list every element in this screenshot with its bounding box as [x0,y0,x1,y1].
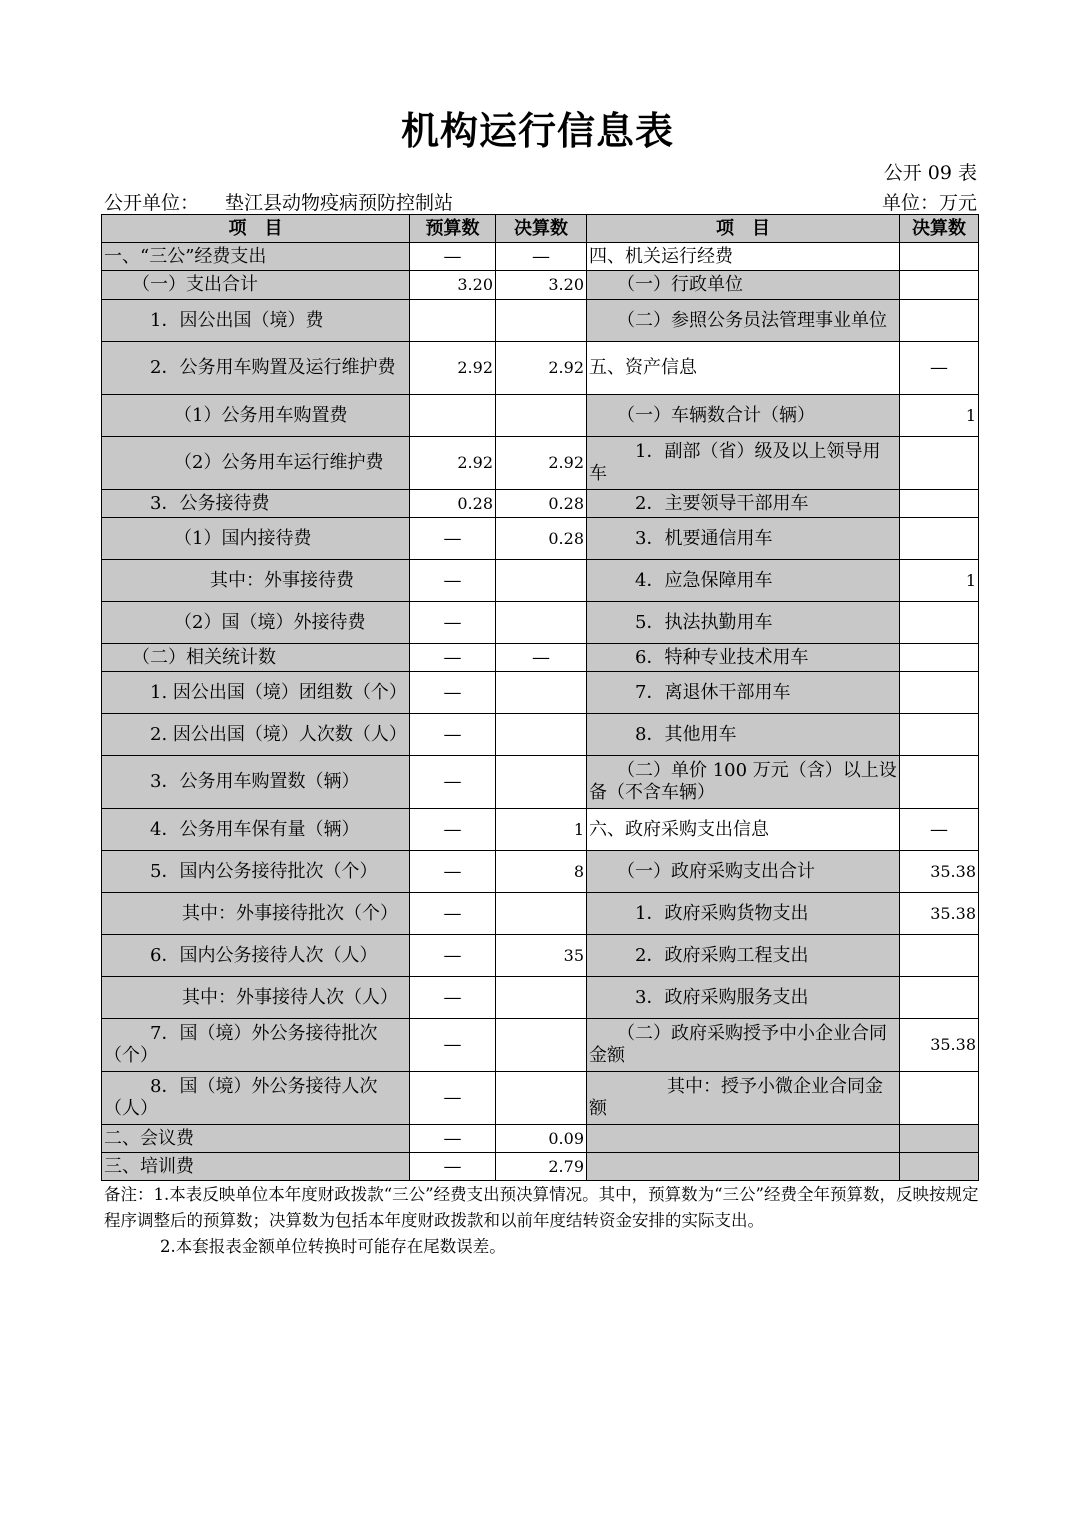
item-left-cell: 4．公务用车保有量（辆） [102,809,410,851]
final-left-cell: 0.09 [496,1125,587,1153]
item-right-cell: 5．执法执勤用车 [587,602,900,644]
item-right-cell [587,1153,900,1181]
item-right-cell: 3．机要通信用车 [587,518,900,560]
table-row [102,1072,979,1125]
final-left-cell: 35 [496,935,587,977]
table-row [102,271,979,300]
item-left-cell: （2）国（境）外接待费 [102,602,410,644]
footnote-2: 2.本套报表金额单位转换时可能存在尾数误差。 [160,1237,506,1256]
final-right-cell [900,977,979,1019]
final-right-cell: 35.38 [900,851,979,893]
budget-cell: — [410,977,496,1019]
table-row [102,809,979,851]
item-left-cell: 3．公务接待费 [102,490,410,518]
final-left-cell: 2.92 [496,437,587,490]
final-right-cell [900,602,979,644]
table-row [102,1019,979,1072]
header-item-right: 项 目 [587,215,900,243]
final-left-cell [496,1019,587,1072]
header-final-left: 决算数 [496,215,587,243]
page-title: 机构运行信息表 [400,108,674,153]
final-right-cell [900,714,979,756]
budget-cell: — [410,644,496,672]
item-right-cell: （二）参照公务员法管理事业单位 [587,300,900,342]
final-right-cell [900,437,979,490]
form-code: 公开 09 表 [883,162,977,184]
item-left-cell: （一）支出合计 [102,271,410,300]
item-right-cell: 4．应急保障用车 [587,560,900,602]
item-right-cell: 1．副部（省）级及以上领导用车 [587,437,900,490]
item-right-cell: 3．政府采购服务支出 [587,977,900,1019]
final-left-cell [496,395,587,437]
header-final-right: 决算数 [900,215,979,243]
item-left-cell: 其中：外事接待费 [102,560,410,602]
budget-cell: — [410,1153,496,1181]
final-right-cell [900,672,979,714]
final-left-cell: 2.79 [496,1153,587,1181]
table-row [102,243,979,271]
budget-cell: — [410,1019,496,1072]
final-left-cell [496,560,587,602]
footnote-1: 备注：1.本表反映单位本年度财政拨款“三公”经费支出预决算情况。其中，预算数为“三公”经费全年预算数，反映按规定程序调整后的预算数；决算数为包括本年度财政拨款和以前年度结转资金安排的实际支出。 [104,1185,979,1230]
item-right-cell: 其中：授予小微企业合同金额 [587,1072,900,1125]
table-row [102,560,979,602]
final-left-cell: 0.28 [496,518,587,560]
table-row [102,602,979,644]
item-left-cell: 3．公务用车购置数（辆） [102,756,410,809]
table-row [102,437,979,490]
table-row [102,490,979,518]
item-right-cell: 1．政府采购货物支出 [587,893,900,935]
budget-cell: 2.92 [410,342,496,395]
item-left-cell: （二）相关统计数 [102,644,410,672]
item-left-cell: 1．因公出国（境）费 [102,300,410,342]
budget-cell: — [410,935,496,977]
item-left-cell: 6．国内公务接待人次（人） [102,935,410,977]
final-left-cell: 2.92 [496,342,587,395]
budget-cell: — [410,851,496,893]
table-row [102,977,979,1019]
footnotes [104,1182,980,1260]
item-right-cell: 2．政府采购工程支出 [587,935,900,977]
final-left-cell [496,756,587,809]
header-row [102,215,979,243]
final-right-cell: 1 [900,395,979,437]
table-row [102,342,979,395]
final-right-cell [900,243,979,271]
table-row [102,300,979,342]
final-right-cell [900,518,979,560]
item-right-cell: 2．主要领导干部用车 [587,490,900,518]
item-left-cell: 1. 因公出国（境）团组数（个） [102,672,410,714]
unit-label: 公开单位： [104,192,200,214]
final-right-cell: 35.38 [900,893,979,935]
table-row [102,1153,979,1181]
budget-cell: — [410,243,496,271]
table-row [102,672,979,714]
reporting-unit [104,188,453,215]
table-row [102,518,979,560]
item-left-cell: 一、“三公”经费支出 [102,243,410,271]
budget-cell: — [410,809,496,851]
budget-cell: — [410,1125,496,1153]
item-right-cell: 8．其他用车 [587,714,900,756]
budget-cell: — [410,560,496,602]
budget-cell: — [410,602,496,644]
item-left-cell: 2. 因公出国（境）人次数（人） [102,714,410,756]
final-left-cell: 8 [496,851,587,893]
table-row [102,714,979,756]
item-right-cell: （一）政府采购支出合计 [587,851,900,893]
table-row [102,395,979,437]
item-left-cell: 7．国（境）外公务接待批次（个） [102,1019,410,1072]
item-right-cell: 6．特种专业技术用车 [587,644,900,672]
budget-cell: 0.28 [410,490,496,518]
budget-cell [410,300,496,342]
final-right-cell [900,300,979,342]
budget-cell: — [410,714,496,756]
table-row [102,851,979,893]
item-right-cell: （二）单价 100 万元（含）以上设备（不含车辆） [587,756,900,809]
unit-name: 垫江县动物疫病预防控制站 [225,192,454,214]
final-right-cell: — [900,809,979,851]
budget-cell: — [410,756,496,809]
item-left-cell: 2．公务用车购置及运行维护费 [102,342,410,395]
header-budget: 预算数 [410,215,496,243]
item-left-cell: （1）国内接待费 [102,518,410,560]
item-left-cell: （2）公务用车运行维护费 [102,437,410,490]
item-left-cell: （1）公务用车购置费 [102,395,410,437]
item-right-cell: 四、机关运行经费 [587,243,900,271]
final-left-cell [496,672,587,714]
budget-cell: — [410,672,496,714]
final-right-cell: — [900,342,979,395]
header-item-left: 项 目 [102,215,410,243]
final-left-cell [496,300,587,342]
final-right-cell [900,490,979,518]
table-row [102,644,979,672]
final-right-cell: 1 [900,560,979,602]
budget-cell: 3.20 [410,271,496,300]
info-table [101,214,979,1181]
budget-cell: — [410,518,496,560]
final-right-cell [900,756,979,809]
table-row [102,1125,979,1153]
budget-cell [410,395,496,437]
final-left-cell [496,893,587,935]
item-left-cell: 三、培训费 [102,1153,410,1181]
item-right-cell: （二）政府采购授予中小企业合同金额 [587,1019,900,1072]
item-left-cell: 其中：外事接待批次（个） [102,893,410,935]
item-right-cell: （一）行政单位 [587,271,900,300]
final-right-cell: 35.38 [900,1019,979,1072]
final-left-cell [496,1072,587,1125]
final-right-cell [900,1072,979,1125]
item-left-cell: 8．国（境）外公务接待人次（人） [102,1072,410,1125]
final-left-cell [496,714,587,756]
item-right-cell: 7．离退休干部用车 [587,672,900,714]
final-right-cell [900,271,979,300]
final-left-cell: — [496,644,587,672]
final-left-cell: — [496,243,587,271]
item-left-cell: 5．国内公务接待批次（个） [102,851,410,893]
final-right-cell [900,1125,979,1153]
item-right-cell: （一）车辆数合计（辆） [587,395,900,437]
item-left-cell: 其中：外事接待人次（人） [102,977,410,1019]
item-right-cell [587,1125,900,1153]
final-left-cell: 3.20 [496,271,587,300]
final-left-cell [496,977,587,1019]
item-left-cell: 二、会议费 [102,1125,410,1153]
currency-unit: 单位：万元 [881,192,977,214]
final-right-cell [900,1153,979,1181]
table-row [102,756,979,809]
final-left-cell: 0.28 [496,490,587,518]
final-right-cell [900,935,979,977]
budget-cell: — [410,893,496,935]
item-right-cell: 五、资产信息 [587,342,900,395]
table-row [102,893,979,935]
final-left-cell: 1 [496,809,587,851]
table-row [102,935,979,977]
final-left-cell [496,602,587,644]
item-right-cell: 六、政府采购支出信息 [587,809,900,851]
budget-cell: — [410,1072,496,1125]
budget-cell: 2.92 [410,437,496,490]
final-right-cell [900,644,979,672]
